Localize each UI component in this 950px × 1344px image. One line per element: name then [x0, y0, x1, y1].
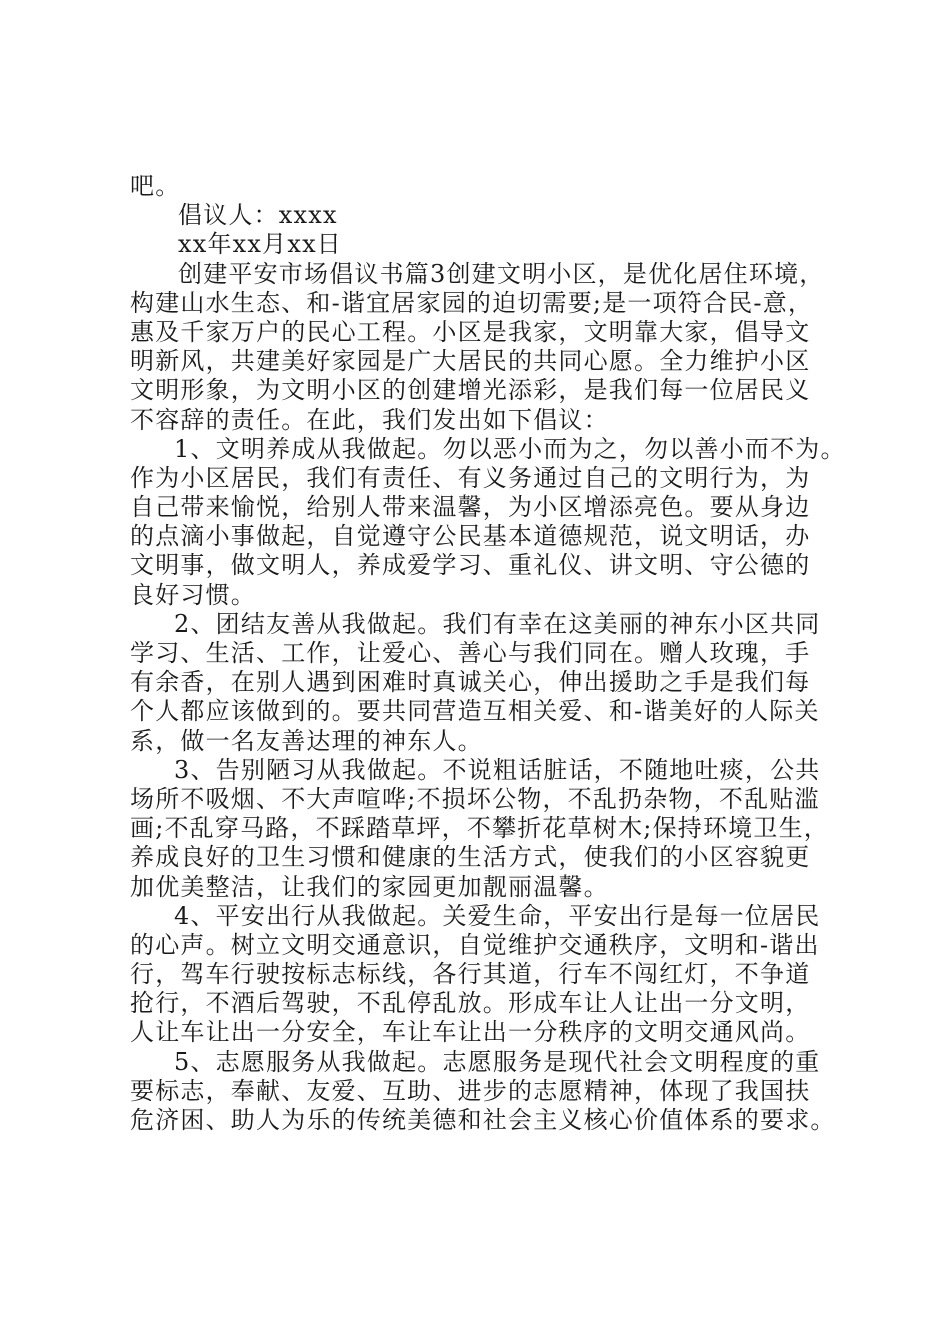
paragraph-line: 的心声。树立文明交通意识，自觉维护交通秩序，文明和-谐出 [130, 930, 820, 959]
paragraph-line: 5、志愿服务从我做起。志愿服务是现代社会文明程度的重 [174, 1047, 821, 1076]
paragraph-line: 场所不吸烟、不大声喧哗;不损坏公物，不乱扔杂物，不乱贴滥 [130, 784, 820, 813]
signer-line: 倡议人：xxxx [178, 201, 338, 230]
paragraph-line: 良好习惯。 [130, 580, 256, 609]
closing-line-end: 吧。 [130, 172, 181, 200]
paragraph-line: 个人都应该做到的。要共同营造互相关爱、和-谐美好的人际关 [130, 697, 820, 726]
paragraph-line: 4、平安出行从我做起。关爱生命，平安出行是每一位居民 [174, 901, 821, 930]
paragraph-line: 作为小区居民，我们有责任、有义务通过自己的文明行为，为 [130, 463, 811, 492]
paragraph-line: 危济困、助人为乐的传统美德和社会主义核心价值体系的要求。 [130, 1106, 836, 1134]
paragraph-line: 系，做一名友善达理的神东人。 [130, 726, 483, 755]
paragraph-line: 1、文明养成从我做起。勿以恶小而为之，勿以善小而不为。 [174, 434, 846, 463]
paragraph-line: 文明形象，为文明小区的创建增光添彩，是我们每一位居民义 [130, 376, 811, 405]
paragraph-line: 抢行，不酒后驾驶，不乱停乱放。形成车让人让出一分文明， [130, 989, 811, 1018]
paragraph-line: 文明事，做文明人，养成爱学习、重礼仪、讲文明、守公德的 [130, 551, 811, 580]
paragraph-line: 2、团结友善从我做起。我们有幸在这美丽的神东小区共同 [174, 609, 821, 638]
paragraph-line: 人让车让出一分安全，车让车让出一分秩序的文明交通风尚。 [130, 1018, 811, 1047]
paragraph-line: 画;不乱穿马路，不踩踏草坪，不攀折花草树木;保持环境卫生， [130, 814, 829, 843]
paragraph-line: 行，驾车行驶按标志标线，各行其道，行车不闯红灯，不争道 [130, 960, 811, 989]
paragraph-line: 有余香，在别人遇到困难时真诚关心，伸出援助之手是我们每 [130, 668, 811, 697]
paragraph-line: 要标志，奉献、友爱、互助、进步的志愿精神，体现了我国扶 [130, 1076, 811, 1105]
paragraph-line: 不容辞的责任。在此，我们发出如下倡议： [130, 405, 609, 434]
paragraph-line: 3、告别陋习从我做起。不说粗话脏话，不随地吐痰，公共 [174, 755, 821, 784]
paragraph-line: 自己带来愉悦，给别人带来温馨，为小区增添亮色。要从身边 [130, 493, 811, 522]
paragraph-line: 明新风，共建美好家园是广大居民的共同心愿。全力维护小区 [130, 347, 811, 376]
paragraph-line: 构建山水生态、和-谐宜居家园的迫切需要;是一项符合民-意， [130, 288, 814, 317]
paragraph-line: 惠及千家万户的民心工程。小区是我家，文明靠大家，倡导文 [130, 317, 811, 346]
document-body [130, 172, 846, 1135]
paragraph-line: 学习、生活、工作，让爱心、善心与我们同在。赠人玫瑰，手 [130, 639, 811, 667]
paragraph-line: 加优美整洁，让我们的家园更加靓丽温馨。 [130, 872, 609, 901]
paragraph-line: 的点滴小事做起，自觉遵守公民基本道德规范，说文明话，办 [130, 522, 811, 551]
date-line: xx年xx月xx日 [178, 230, 343, 259]
paragraph-line: 养成良好的卫生习惯和健康的生活方式，使我们的小区容貌更 [130, 843, 811, 872]
paragraph-line: 创建平安市场倡议书篇3创建文明小区，是优化居住环境， [178, 259, 825, 288]
